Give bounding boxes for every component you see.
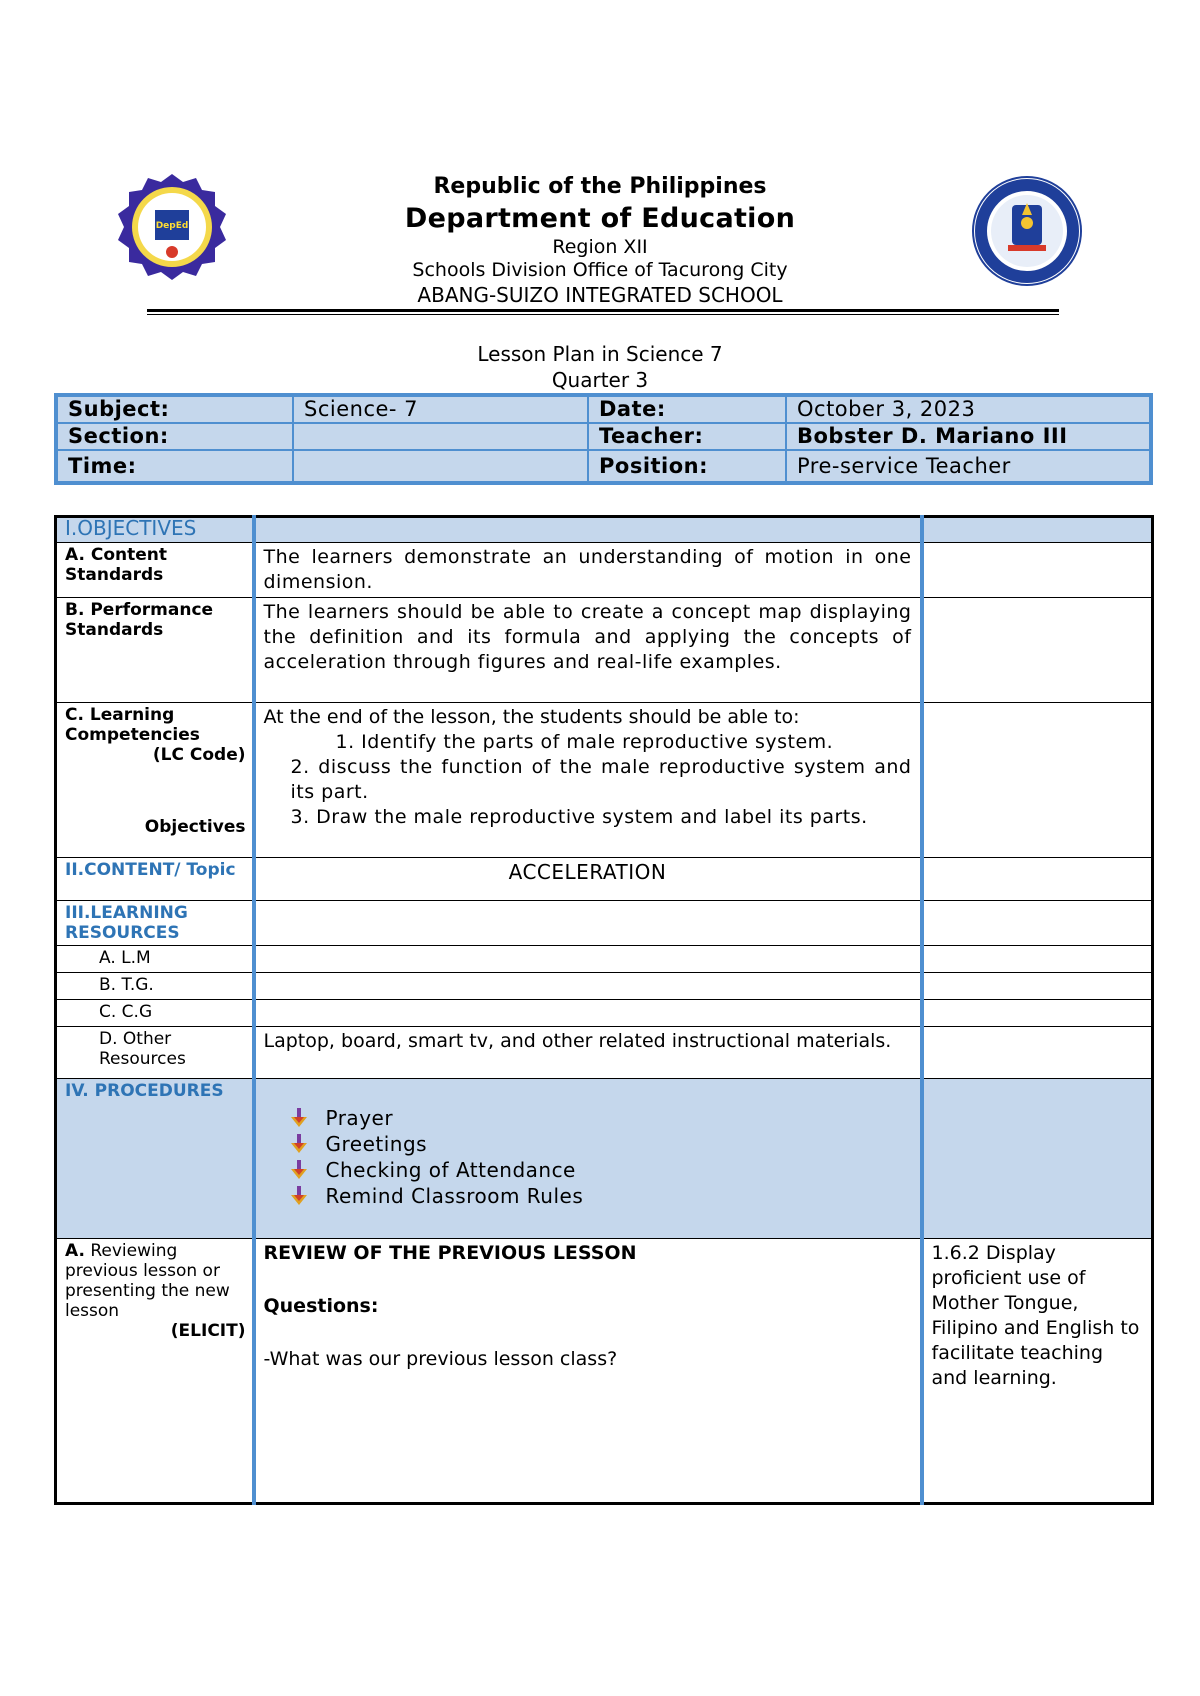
resource-other-label: Other Resources bbox=[99, 1029, 186, 1069]
quarter-title: Quarter 3 bbox=[551, 368, 649, 392]
position-label: Position: bbox=[588, 450, 786, 483]
procedures-heading: IV. PROCEDURES bbox=[56, 1079, 254, 1239]
teacher-label: Teacher: bbox=[588, 423, 786, 450]
lesson-plan-table bbox=[54, 515, 1154, 1505]
review-question: -What was our previous lesson class? bbox=[263, 1348, 618, 1370]
subject-label: Subject: bbox=[56, 395, 293, 423]
review-title: REVIEW OF THE PREVIOUS LESSON bbox=[263, 1242, 637, 1264]
performance-standards-text: The learners should be able to create a concept map displaying the definition and its formula and applying the concepts of acceleration through figures and real-life examples. bbox=[254, 598, 922, 703]
resource-tg: B. T.G. bbox=[56, 973, 254, 1000]
elicit-tag: (ELICIT) bbox=[170, 1321, 246, 1341]
list-item: Greetings bbox=[290, 1131, 912, 1157]
header-school: ABANG-SUIZO INTEGRATED SCHOOL bbox=[417, 283, 783, 307]
lesson-plan-title: Lesson Plan in Science 7 bbox=[477, 342, 723, 366]
performance-standards-label: Performance Standards bbox=[65, 600, 214, 640]
header-republic: Republic of the Philippines bbox=[433, 174, 767, 199]
teacher-value: Bobster D. Mariano III bbox=[786, 423, 1151, 450]
section-value bbox=[293, 423, 588, 450]
performance-standards-letter: B. bbox=[65, 600, 85, 620]
content-standards-letter: A. bbox=[65, 545, 85, 565]
objectives-label: Objectives bbox=[144, 817, 246, 837]
date-label: Date: bbox=[588, 395, 786, 423]
list-item: Remind Classroom Rules bbox=[290, 1183, 912, 1209]
content-standards-text: The learners demonstrate an understanding of motion in one dimension. bbox=[254, 543, 922, 598]
indicator-text: 1.6.2 Display proficient use of Mother Tongue, Filipino and English to facilitate teaching and learning. bbox=[922, 1239, 1153, 1504]
review-letter: A. bbox=[65, 1241, 85, 1261]
resource-cg: C. C.G bbox=[56, 1000, 254, 1027]
competency-item: 1. Identify the parts of male reproductive system. bbox=[335, 731, 834, 753]
svg-text:DepEd: DepEd bbox=[155, 221, 189, 231]
header-region: Region XII bbox=[552, 236, 648, 258]
content-heading: II.CONTENT/ Topic bbox=[56, 858, 254, 901]
questions-label: Questions: bbox=[263, 1295, 379, 1317]
list-item: Prayer bbox=[290, 1105, 912, 1131]
objectives-heading: I.OBJECTIVES bbox=[65, 516, 197, 540]
learning-competencies-label: Learning Competencies bbox=[65, 705, 200, 745]
time-label: Time: bbox=[56, 450, 293, 483]
resource-lm: A. L.M bbox=[56, 946, 254, 973]
subject-value: Science- 7 bbox=[293, 395, 588, 423]
time-value bbox=[293, 450, 588, 483]
learning-resources-heading: III.LEARNING RESOURCES bbox=[56, 901, 254, 946]
info-table bbox=[54, 393, 1153, 485]
list-item: Checking of Attendance bbox=[290, 1157, 912, 1183]
date-value: October 3, 2023 bbox=[786, 395, 1151, 423]
lc-code-label: (LC Code) bbox=[152, 745, 246, 765]
competency-item: 3. Draw the male reproductive system and label its parts. bbox=[290, 806, 868, 828]
procedures-list bbox=[290, 1105, 912, 1209]
header-department: Department of Education bbox=[404, 203, 796, 234]
header-divider bbox=[147, 309, 1059, 312]
section-label: Section: bbox=[56, 423, 293, 450]
resource-other-value: Laptop, board, smart tv, and other related instructional materials. bbox=[254, 1027, 922, 1079]
resource-other-letter: D. bbox=[99, 1029, 118, 1049]
header-divider-thin bbox=[147, 314, 1059, 315]
arrow-down-icon bbox=[290, 1186, 308, 1206]
learning-competencies-letter: C. bbox=[65, 705, 84, 725]
arrow-down-icon bbox=[290, 1160, 308, 1180]
competencies-intro: At the end of the lesson, the students should be able to: bbox=[263, 706, 800, 728]
arrow-down-icon bbox=[290, 1134, 308, 1154]
position-value: Pre-service Teacher bbox=[786, 450, 1151, 483]
competency-item: 2. discuss the function of the male reproductive system and its part. bbox=[290, 756, 912, 803]
review-label: Reviewing previous lesson or presenting the new lesson bbox=[65, 1241, 230, 1321]
arrow-down-icon bbox=[290, 1108, 308, 1128]
content-standards-label: Content Standards bbox=[65, 545, 168, 585]
header-division: Schools Division Office of Tacurong City bbox=[412, 259, 788, 281]
content-topic: ACCELERATION bbox=[254, 858, 922, 901]
